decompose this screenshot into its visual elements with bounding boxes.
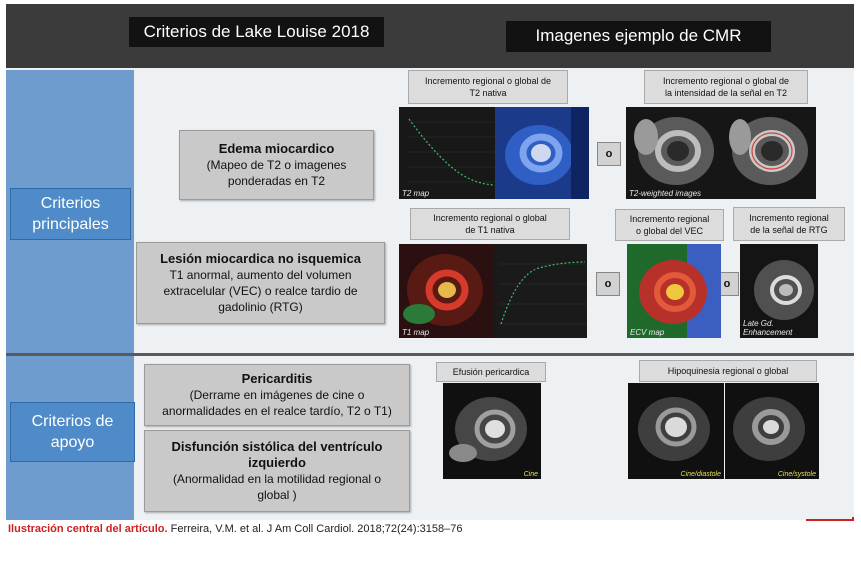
cine-efusion-image <box>443 383 541 479</box>
caption-rtg-2: de la señal de RTG <box>750 225 828 235</box>
cine-systole-graphic <box>725 383 819 479</box>
t2-weighted-image-1 <box>626 107 722 199</box>
caption-vec-1: Incremento regional <box>629 214 710 224</box>
cine-diastole-image <box>628 383 724 479</box>
caption-t1-native <box>410 208 570 240</box>
t2map-label: T2 map <box>402 189 430 198</box>
caption-t2-signal-2: la intensidad de la señal en T2 <box>665 88 787 98</box>
cine-diastole-graphic <box>628 383 724 479</box>
caption-t1-native-1: Incremento regional o global <box>433 213 547 223</box>
ecv-label: ECV map <box>630 328 665 337</box>
lake-louise-title: Criterios de Lake Louise 2018 <box>129 17 384 47</box>
ecv-map-image <box>627 244 721 338</box>
connector-o-2: o <box>596 272 620 296</box>
principal-line-1: Criterios <box>40 195 101 212</box>
disfuncion-line-2: global ) <box>257 488 297 502</box>
cine-systole-label: Cine/systole <box>777 471 816 478</box>
caption-hipoquinesia: Hipoquinesia regional o global <box>639 360 817 382</box>
lge-image <box>740 244 818 338</box>
caption-t2-native-2: T2 nativa <box>469 88 507 98</box>
edema-criterion <box>179 130 374 200</box>
t2-weighted-image-2 <box>722 107 816 199</box>
t2w-graphic-1 <box>626 107 722 199</box>
caption-t1-native-2: de T1 nativa <box>465 225 515 235</box>
pericarditis-line-1: (Derrame en imágenes de cine o <box>189 388 365 402</box>
connector-o-3: o <box>715 272 739 296</box>
disfuncion-title-2: izquierdo <box>248 455 306 470</box>
t2w-graphic-2 <box>722 107 816 199</box>
lesion-line-3: gadolinio (RTG) <box>218 300 303 314</box>
lesion-line-2: extracelular (VEC) o realce tardio de <box>163 284 358 298</box>
apoyo-line-1: Criterios de <box>31 413 114 430</box>
pericarditis-line-2: anormalidades en el realce tardío, T2 o T1) <box>162 404 392 418</box>
criterios-principales-label <box>10 188 131 240</box>
caption-efusion: Efusión pericardica <box>436 362 546 382</box>
criterios-apoyo-label <box>10 402 135 462</box>
caption-t2-signal <box>644 70 808 104</box>
edema-line-2: ponderadas en T2 <box>227 174 326 188</box>
disfuncion-criterion <box>144 430 410 512</box>
principal-line-2: principales <box>32 216 109 233</box>
connector-o-1: o <box>597 142 621 166</box>
cine-label: Cine <box>523 471 538 478</box>
section-separator <box>6 353 854 356</box>
figure-corner-mark <box>806 517 854 521</box>
cine-efusion-graphic <box>443 383 541 479</box>
lesion-criterion <box>136 242 385 324</box>
cmr-examples-title: Imagenes ejemplo de CMR <box>506 21 771 52</box>
caption-t2-native-1: Incremento regional o global de <box>424 76 552 86</box>
apoyo-line-2: apoyo <box>50 434 95 451</box>
t2w-label: T2-weighted images <box>629 189 702 198</box>
lesion-title: Lesión miocardica no isquemica <box>160 251 361 266</box>
caption-vec-2: o global del VEC <box>635 226 704 236</box>
cine-diastole-label: Cine/diastole <box>680 471 721 478</box>
ecv-graphic <box>627 244 721 338</box>
caption-rtg-1: Incremento regional <box>749 213 829 223</box>
figure-footer <box>8 523 462 535</box>
t1map-label: T1 map <box>402 328 430 337</box>
lge-label: Late Gd. Enhancement <box>743 319 793 337</box>
disfuncion-title-1: Disfunción sistólica del ventrículo <box>171 439 383 454</box>
caption-t2-signal-1: Incremento regional o global de <box>662 76 790 86</box>
t1-map-image <box>399 244 587 338</box>
t2-map-graphic <box>399 107 589 199</box>
pericarditis-criterion <box>144 364 410 426</box>
t1-map-graphic <box>399 244 587 338</box>
edema-title: Edema miocardico <box>218 141 335 156</box>
footer-citation: Ferreira, V.M. et al. J Am Coll Cardiol. 2018;72(24):3158–76 <box>167 523 463 535</box>
central-illustration <box>6 4 854 520</box>
disfuncion-line-1: (Anormalidad en la motilidad regional o <box>172 472 382 486</box>
caption-t2-native <box>408 70 568 104</box>
caption-vec <box>615 209 724 241</box>
lesion-line-1: T1 anormal, aumento del volumen <box>169 268 352 282</box>
edema-line-1: (Mapeo de T2 o imagenes <box>206 158 347 172</box>
t2-map-image <box>399 107 589 199</box>
pericarditis-title: Pericarditis <box>241 371 313 386</box>
cine-systole-image <box>725 383 819 479</box>
footer-label: Ilustración central del artículo. <box>8 523 168 535</box>
caption-rtg <box>733 207 845 241</box>
